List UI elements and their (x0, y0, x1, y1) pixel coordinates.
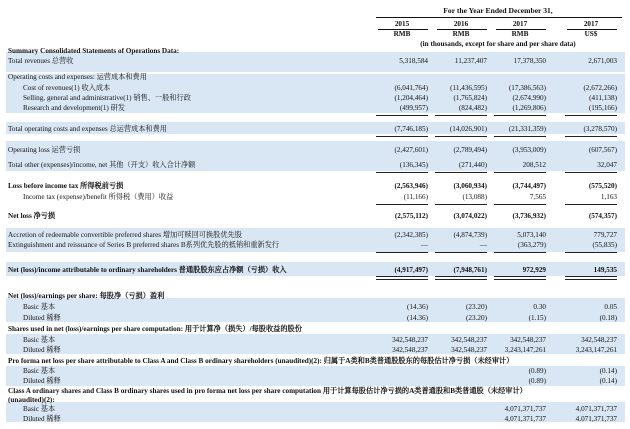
cell: 3,243,147,261 (504, 346, 546, 354)
row-label: Diluted 稀释 (23, 346, 61, 354)
cell: 5,073,140 (517, 231, 546, 239)
cell: (4,874,739) (453, 231, 487, 239)
cell: (575,520) (588, 182, 617, 190)
table-row (0, 56, 630, 66)
currency-2017-usd: US$ (584, 30, 598, 38)
table-row (0, 240, 630, 250)
subtotal-rule (376, 172, 428, 173)
row-label: Net (loss)/earnings per share: 每股净（亏损）盈利 (8, 292, 165, 300)
subtotal-rule (565, 136, 617, 137)
cell: (136,345) (399, 161, 428, 169)
cell: (1,204,464) (394, 94, 428, 102)
subtotal-rule (565, 172, 617, 173)
subtotal-rule (376, 115, 428, 116)
table-row (0, 404, 630, 414)
row-label: Accretion of redeemable convertible preferred shares 增加可赎回可换股优先股 (8, 231, 242, 239)
cell: (1.15) (528, 314, 546, 322)
cell: (2,575,112) (394, 212, 428, 220)
cell: 4,071,371,737 (575, 405, 617, 413)
row-label: Diluted 稀释 (23, 377, 61, 385)
cell: 7,565 (529, 193, 546, 201)
currency-2015: RMB (393, 30, 411, 38)
cell: (4,917,497) (394, 266, 428, 274)
cell: (14,026,901) (449, 125, 487, 133)
cell: — (479, 241, 487, 249)
row-label: Loss before income tax 所得税前亏损 (8, 182, 124, 190)
table-row (0, 356, 630, 366)
subtotal-rule (435, 115, 487, 116)
cell: 5,318,584 (399, 57, 428, 65)
table-row (0, 124, 630, 134)
total-double-rule (565, 276, 617, 280)
cell: (55,835) (592, 241, 617, 249)
table-row (0, 345, 630, 355)
cell: (411,138) (589, 94, 617, 102)
cell: (824,482) (458, 104, 487, 112)
cell: (23.20) (466, 314, 487, 322)
units-note: (in thousands, except for share and per share data) (420, 40, 576, 48)
table-row (0, 335, 630, 345)
table-row (0, 160, 630, 170)
table-row (0, 211, 630, 221)
table-row (0, 313, 630, 323)
table-row (0, 181, 630, 191)
cell: 1,163 (600, 193, 617, 201)
cell: (6,041,764) (394, 84, 428, 92)
cell: (14.36) (407, 314, 428, 322)
cell: 4,071,371,737 (575, 415, 617, 423)
subtotal-rule (494, 204, 546, 205)
row-label: Shares used in net (loss)/earnings per share computation: 用于计算净（损失）/每股收益的股份 (8, 325, 302, 333)
cell: 342,548,237 (581, 336, 617, 344)
row-label: Diluted 稀释 (23, 314, 61, 322)
table-row (0, 103, 630, 113)
cell: (21,331,359) (508, 125, 546, 133)
table-row (0, 83, 630, 93)
cell: (2,342,385) (394, 231, 428, 239)
table-row (0, 93, 630, 103)
cell: (23.20) (466, 303, 487, 311)
cell: (17,386,563) (508, 84, 546, 92)
row-label: Net loss 净亏损 (8, 212, 56, 220)
total-double-rule (494, 276, 546, 280)
subtotal-rule (565, 252, 617, 253)
cell: (1,269,806) (512, 104, 546, 112)
period-heading: For the Year Ended December 31, (443, 6, 553, 15)
cell: 0.05 (604, 303, 617, 311)
cell: (195,166) (588, 104, 617, 112)
header-rule (376, 17, 622, 18)
subtotal-rule (494, 252, 546, 253)
cell: (2,427,601) (394, 146, 428, 154)
row-label: Basic 基本 (23, 405, 56, 413)
cell: (2,672,266) (583, 84, 617, 92)
cell: 208,512 (522, 161, 546, 169)
subtotal-rule (565, 115, 617, 116)
cell: (0.18) (599, 314, 617, 322)
cell: 4,071,371,737 (504, 405, 546, 413)
cell: (3,953,009) (512, 146, 546, 154)
cell: (3,736,932) (512, 212, 546, 220)
row-label: Net (loss)/income attributable to ordinary shareholders 普通股股东应占净额（亏损）收入 (8, 266, 287, 274)
cell: 149,535 (593, 266, 617, 274)
row-label: Income tax (expense)/benefit 所得税（费用）收益 (23, 193, 174, 201)
subtotal-rule (435, 204, 487, 205)
subtotal-rule (435, 136, 487, 137)
cell: (3,278,570) (583, 125, 617, 133)
subtotal-rule (494, 136, 546, 137)
year-2017-usd: 2017 (583, 20, 599, 28)
table-row (0, 414, 630, 424)
table-row (0, 46, 630, 56)
cell: — (420, 241, 428, 249)
row-label: Total other (expenses)/income, net 其他（开支）收入合计净额 (8, 161, 196, 169)
cell: (574,357) (588, 212, 617, 220)
row-label: Extinguishment and reissuance of Series B preferred shares B系列优先股的抵销和重新发行 (8, 241, 280, 249)
table-row (0, 72, 630, 82)
row-label: Total operating costs and expenses 总运营成本和费用 (8, 125, 167, 133)
cell: (14.36) (407, 303, 428, 311)
cell: (0.14) (599, 377, 617, 385)
cell: 0.30 (533, 303, 546, 311)
cell: (2,789,494) (453, 146, 487, 154)
row-label: Pro forma net loss per share attributable to Class A and Class B ordinary shareholders (unaudited)(2): 归属于A类和B类普通股股东的每股估计净亏损（未经审计） (8, 357, 514, 365)
subtotal-rule (435, 172, 487, 173)
subtotal-rule (376, 252, 428, 253)
table-row (0, 265, 630, 275)
cell: (363,279) (517, 241, 546, 249)
cell: 11,237,407 (454, 57, 487, 65)
cell: (0.89) (528, 367, 546, 375)
cell: 342,548,237 (392, 346, 428, 354)
currency-2016: RMB (452, 30, 470, 38)
cell: (2,563,946) (394, 182, 428, 190)
total-double-rule (435, 276, 487, 280)
cell: (0.89) (528, 377, 546, 385)
cell: 32,047 (597, 161, 617, 169)
cell: 342,548,237 (510, 336, 546, 344)
row-label: Diluted 稀释 (23, 415, 61, 423)
currency-2017-rmb: RMB (511, 30, 529, 38)
cell: (3,074,022) (453, 212, 487, 220)
year-2017-rmb: 2017 (512, 20, 528, 28)
cell: 2,671,003 (588, 57, 617, 65)
cell: (271,440) (458, 161, 487, 169)
cell: 972,929 (522, 266, 546, 274)
subtotal-rule (376, 204, 428, 205)
row-label: Operating loss 运营亏损 (8, 146, 81, 154)
subtotal-rule (494, 172, 546, 173)
subtotal-rule (494, 115, 546, 116)
table-row (0, 291, 630, 301)
cell: 4,071,371,737 (504, 415, 546, 423)
table-row (0, 302, 630, 312)
cell: (7,746,185) (394, 125, 428, 133)
cell: (13,088) (462, 193, 487, 201)
table-row (0, 324, 630, 334)
cell: 342,548,237 (392, 336, 428, 344)
year-2016: 2016 (453, 20, 469, 28)
cell: (11,436,595) (450, 84, 487, 92)
table-row (0, 376, 630, 386)
year-2015: 2015 (394, 20, 410, 28)
cell: (0.14) (599, 367, 617, 375)
cell: 3,243,147,261 (575, 346, 617, 354)
row-label: (unaudited)(2): (8, 396, 55, 404)
table-row (0, 145, 630, 155)
subtotal-rule (435, 252, 487, 253)
total-double-rule (376, 276, 428, 280)
cell: 17,378,350 (513, 57, 546, 65)
subtotal-rule (565, 204, 617, 205)
row-label: Basic 基本 (23, 367, 56, 375)
row-label: Cost of revenues(1) 收入成本 (23, 84, 111, 92)
cell: (11,166) (403, 193, 428, 201)
cell: 342,548,237 (451, 336, 487, 344)
cell: (7,948,761) (453, 266, 487, 274)
cell: 779,727 (593, 231, 617, 239)
row-label: Basic 基本 (23, 303, 56, 311)
subtotal-rule (376, 136, 428, 137)
row-label: Summary Consolidated Statements of Operations Data: (8, 47, 180, 55)
cell: (3,744,497) (512, 182, 546, 190)
table-row (0, 230, 630, 240)
cell: (1,765,824) (453, 94, 487, 102)
row-label: Operating costs and expenses: 运营成本和费用 (8, 73, 147, 81)
row-label: Research and development(1) 研发 (23, 104, 125, 112)
row-label: Basic 基本 (23, 336, 56, 344)
cell: (499,957) (399, 104, 428, 112)
cell: (607,567) (588, 146, 617, 154)
cell: (3,060,934) (453, 182, 487, 190)
table-row (0, 366, 630, 376)
row-label: Selling, general and administrative(1) 销售、一般和行政 (23, 94, 191, 102)
cell: (2,674,990) (512, 94, 546, 102)
row-label: Class A ordinary shares and Class B ordinary shares used in pro forma net loss per share computation 用于计算每股估计净亏损的A类普通股和B类普通股（未经审计） (8, 387, 527, 395)
table-row (0, 192, 630, 202)
cell: 342,548,237 (451, 346, 487, 354)
row-label: Total revenues 总营收 (8, 57, 74, 65)
